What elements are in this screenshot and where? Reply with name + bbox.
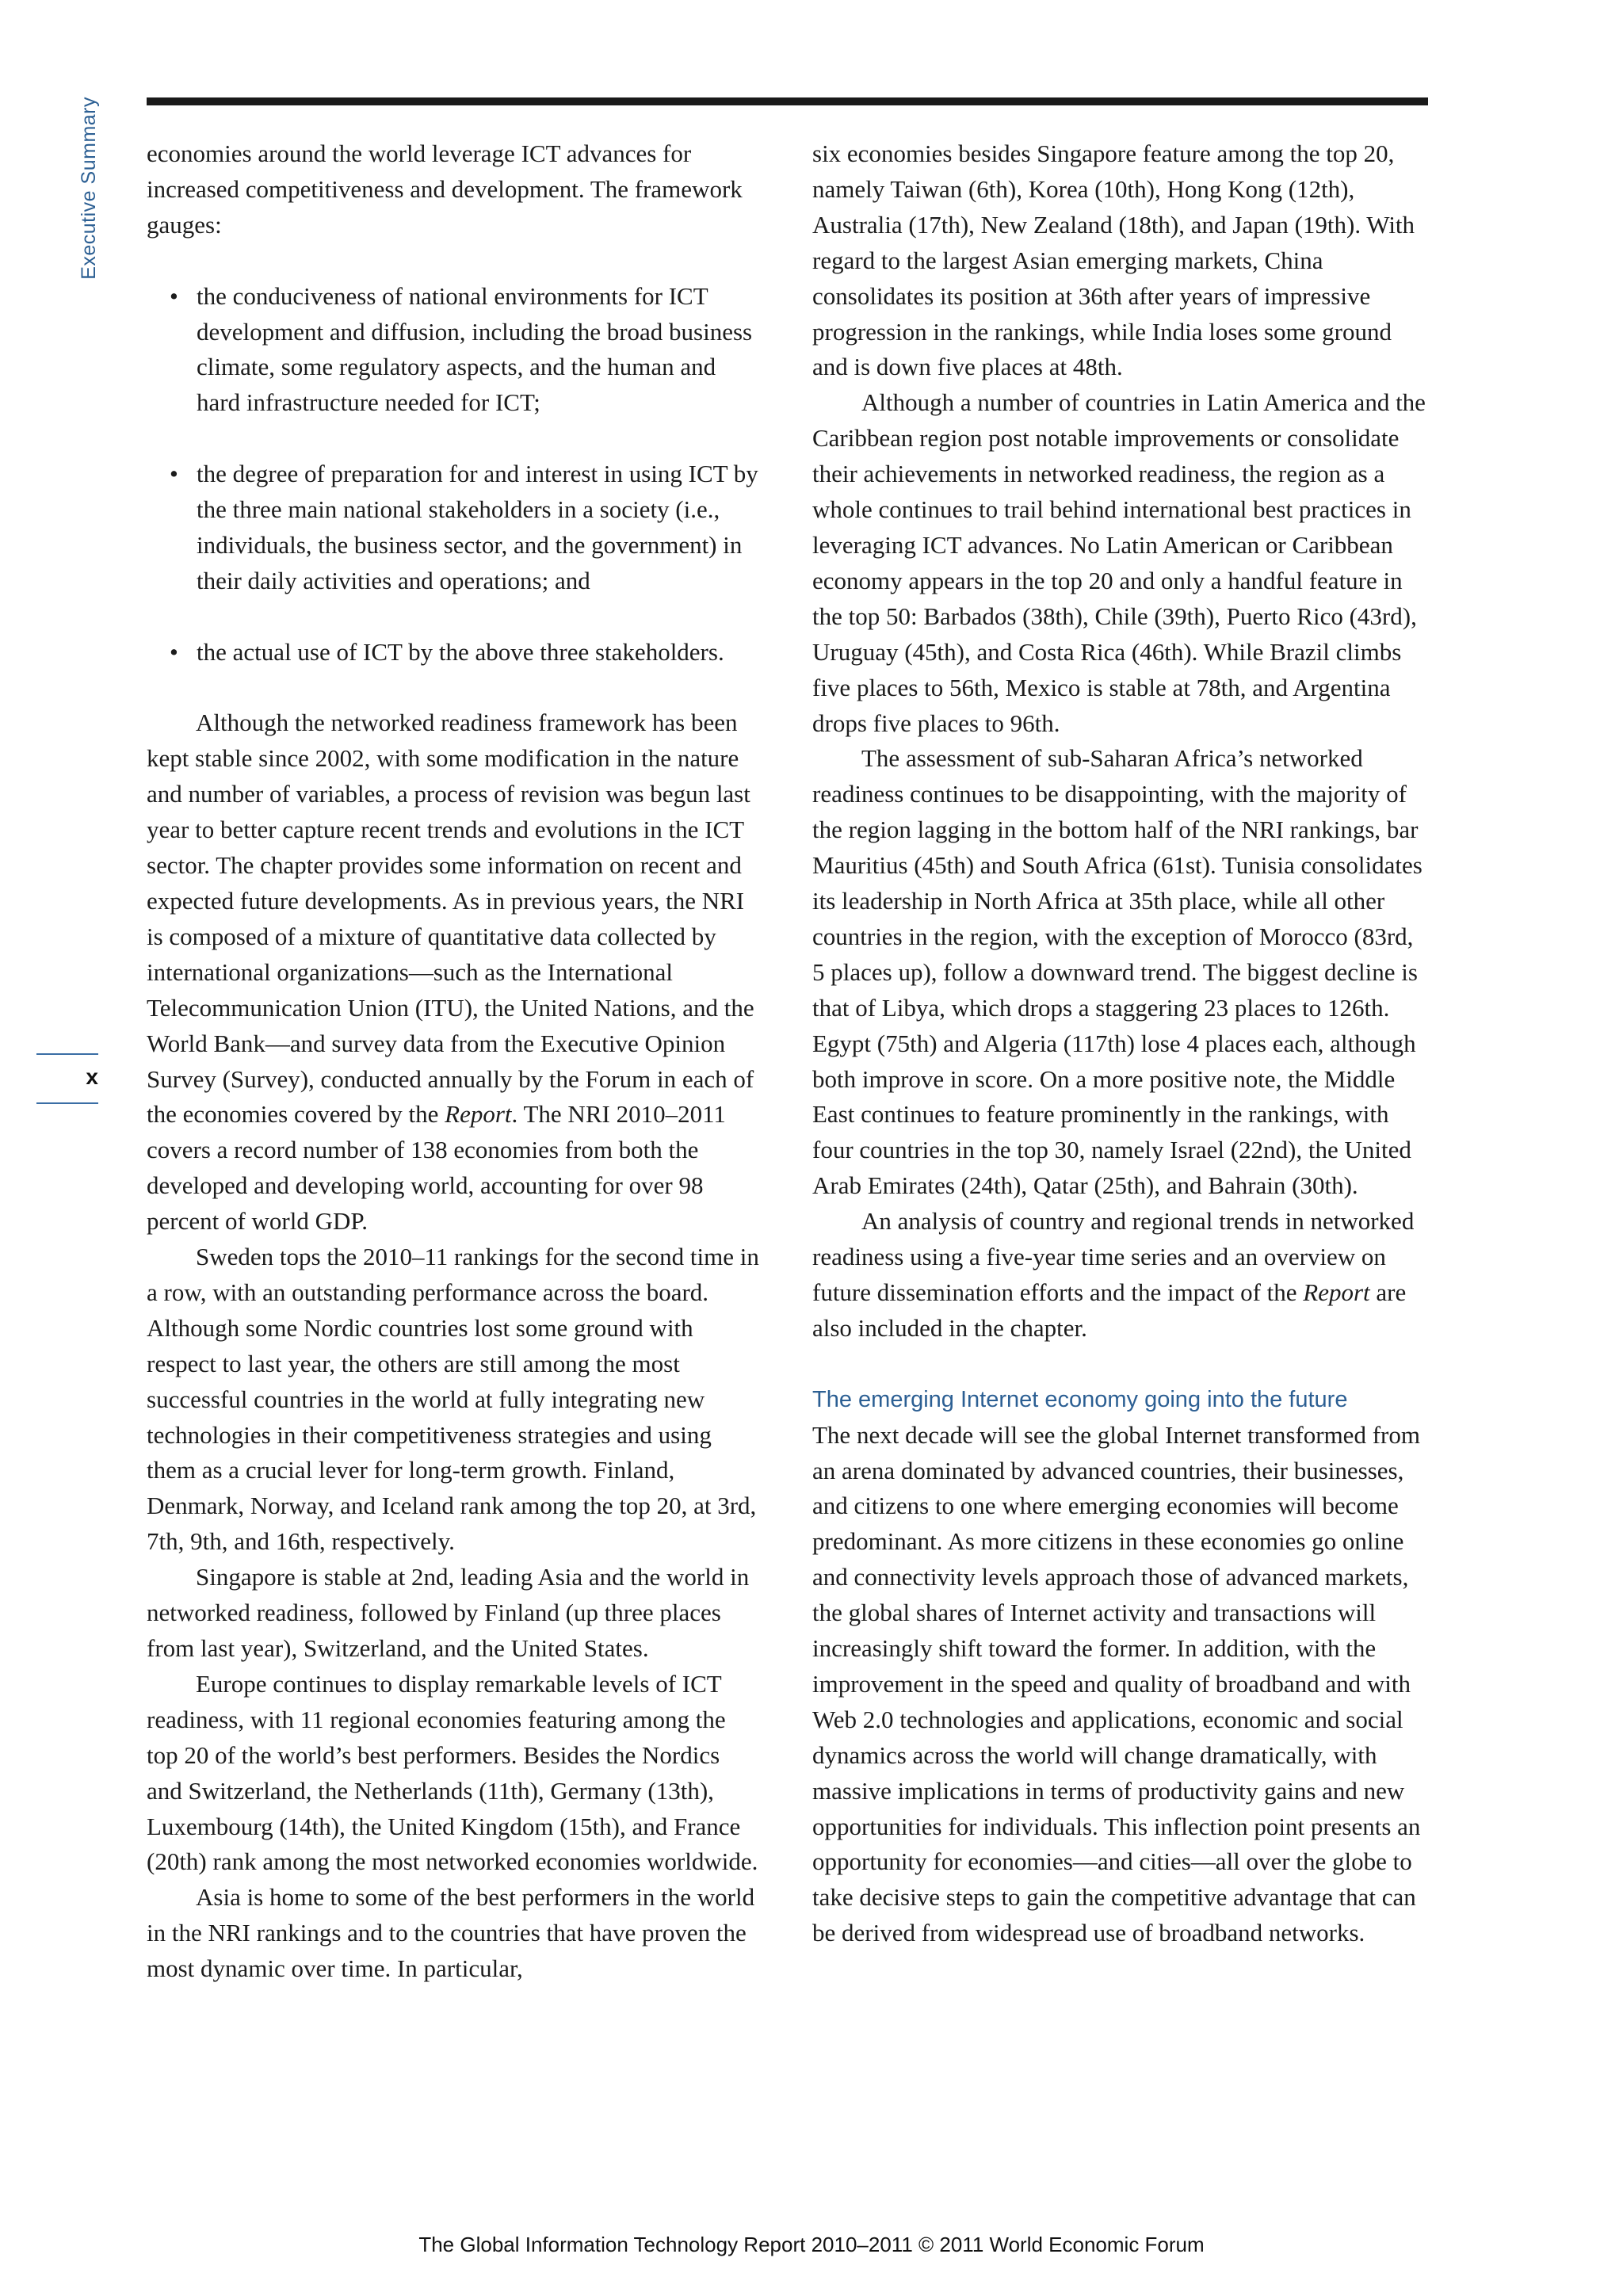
paragraph-text: are also included in the chapter. [812, 1278, 1407, 1342]
right-column [812, 136, 1430, 1951]
africa-middle-east-paragraph: The assessment of sub-Saharan Africa’s networked readiness continues to be disappointing, with the majority of the region lagging in the bottom half of the NRI rankings, bar Mauritius (45th) and South Africa (61st). Tunisia consolidates its leadership in North Africa at 35th place, while all other countries in the region, with the exception of Morocco (83rd, 5 places up), follow a downward trend. The biggest decline is that of Libya, which drops a staggering 23 places to 126th. Egypt (75th) and Algeria (117th) lose 4 places each, although both improve in score. On a more positive note, the Middle East continues to feature prominently in the rankings, with four countries in the top 30, namely Israel (22nd), the United Arab Emirates (24th), Qatar (25th), and Bahrain (30th). [812, 744, 1423, 1200]
paragraph-text: An analysis of country and regional trends in networked readiness using a five-year time series and an overview on future dissemination efforts and the impact of the [812, 1207, 1415, 1306]
report-title-italic: Report [445, 1100, 512, 1129]
list-item [147, 279, 761, 422]
page-number: x [86, 1064, 98, 1089]
bullet-text: the degree of preparation for and interest in using ICT by the three main national stakeholders in a society (i.e., individuals, the business sector, and the government) in their daily activities and operations; and [197, 460, 758, 594]
bullet-icon: • [170, 281, 178, 310]
europe-paragraph: Europe continues to display remarkable levels of ICT readiness, with 11 regional economies featuring among the top 20 of the world’s best performers. Besides the Nordics and Switzerland, the Netherlands (11th), Germany (13th), Luxembourg (14th), the United Kingdom (15th), and France (20th) rank among the most networked economies worldwide. [147, 1669, 758, 1876]
section-side-label: Executive Summary [78, 97, 100, 280]
left-column [147, 136, 761, 1987]
singapore-paragraph: Singapore is stable at 2nd, leading Asia and the world in networked readiness, followed by Finland (up three places from last year), Switzerland, and the United States. [147, 1563, 750, 1662]
sweden-paragraph: Sweden tops the 2010–11 rankings for the second time in a row, with an outstanding performance across the board. Although some Nordic countries lost some ground with respect to last year, the others are still among the most successful countries in the world at fully integrating new technologies in their competitiveness strategies and using them as a crucial lever for long-term growth. Finland, Denmark, Norway, and Iceland rank among the top 20, at 3rd, 7th, 9th, and 16th, respectively. [147, 1243, 759, 1556]
bullet-icon: • [170, 460, 178, 488]
report-title-italic: Report [1303, 1278, 1370, 1306]
bullet-text: the actual use of ICT by the above three stakeholders. [197, 637, 724, 666]
page-number-rule-bottom [36, 1102, 98, 1104]
asia-paragraph: Asia is home to some of the best performers in the world in the NRI rankings and to the countries that have proven the most dynamic over time. In particular, [147, 1883, 755, 1983]
page-number-rule-top [36, 1053, 98, 1055]
framework-paragraph [147, 705, 761, 1240]
analysis-paragraph [812, 1204, 1430, 1347]
top-rule [147, 97, 1428, 105]
bullet-text: the conduciveness of national environments for ICT development and diffusion, including the broad business climate, some regulatory aspects, and the human and hard infrastructure needed for ICT; [197, 281, 753, 417]
section-heading: The emerging Internet economy going into the future [812, 1386, 1348, 1412]
page-footer: The Global Information Technology Report 2010–2011 © 2011 World Economic Forum [418, 2233, 1205, 2256]
framework-bullet-list [147, 279, 761, 670]
paragraph-text: Although the networked readiness framework has been kept stable since 2002, with some modification in the nature and number of variables, a process of revision was begun last year to better capture recent trends and evolutions in the ICT sector. The chapter provides some information on recent and expected future developments. As in previous years, the NRI is composed of a mixture of quantitative data collected by international organizations—such as the International Telecommunication Union (ITU), the United Nations, and the World Bank—and survey data from the Executive Opinion Survey (Survey), conducted annually by the Forum in each of the economies covered by the [147, 709, 754, 1129]
list-item [147, 635, 761, 670]
latin-america-paragraph: Although a number of countries in Latin America and the Caribbean region post notable improvements or consolidate their achievements in networked readiness, the region as a whole continues to trail behind international best practices in leveraging ICT advances. No Latin American or Caribbean economy appears in the top 20 and only a handful feature in the top 50: Barbados (38th), Chile (39th), Puerto Rico (43rd), Uruguay (45th), and Costa Rica (46th). While Brazil climbs five places to 56th, Mexico is stable at 78th, and Argentina drops five places to 96th. [812, 388, 1426, 737]
intro-paragraph: economies around the world leverage ICT advances for increased competitiveness and development. The framework gauges: [147, 139, 743, 239]
list-item [147, 457, 761, 599]
paragraph-text: . The NRI 2010–2011 covers a record number of 138 economies from both the developed and developing world, accounting for over 98 percent of world GDP. [147, 1100, 726, 1236]
asia-continued-paragraph: six economies besides Singapore feature among the top 20, namely Taiwan (6th), Korea (10th), Hong Kong (12th), Australia (17th), New Zealand (18th), and Japan (19th). With regard to the largest Asian emerging markets, China consolidates its position at 36th after years of impressive progression in the rankings, while India loses some ground and is down five places at 48th. [812, 139, 1415, 381]
bullet-icon: • [170, 637, 178, 666]
internet-economy-paragraph: The next decade will see the global Internet transformed from an arena dominated by advanced countries, their businesses, and citizens to one where emerging economies will become predominant. As more citizens in these economies go online and connectivity levels approach those of advanced markets, the global shares of Internet activity and transactions will increasingly shift toward the former. In addition, with the improvement in the speed and quality of broadband and with Web 2.0 technologies and applications, economic and social dynamics across the world will change dramatically, with massive implications in terms of productivity gains and new opportunities for individuals. This inflection point presents an opportunity for economies—and cities—all over the globe to take decisive steps to gain the competitive advantage that can be derived from widespread use of broadband networks. [812, 1420, 1421, 1947]
